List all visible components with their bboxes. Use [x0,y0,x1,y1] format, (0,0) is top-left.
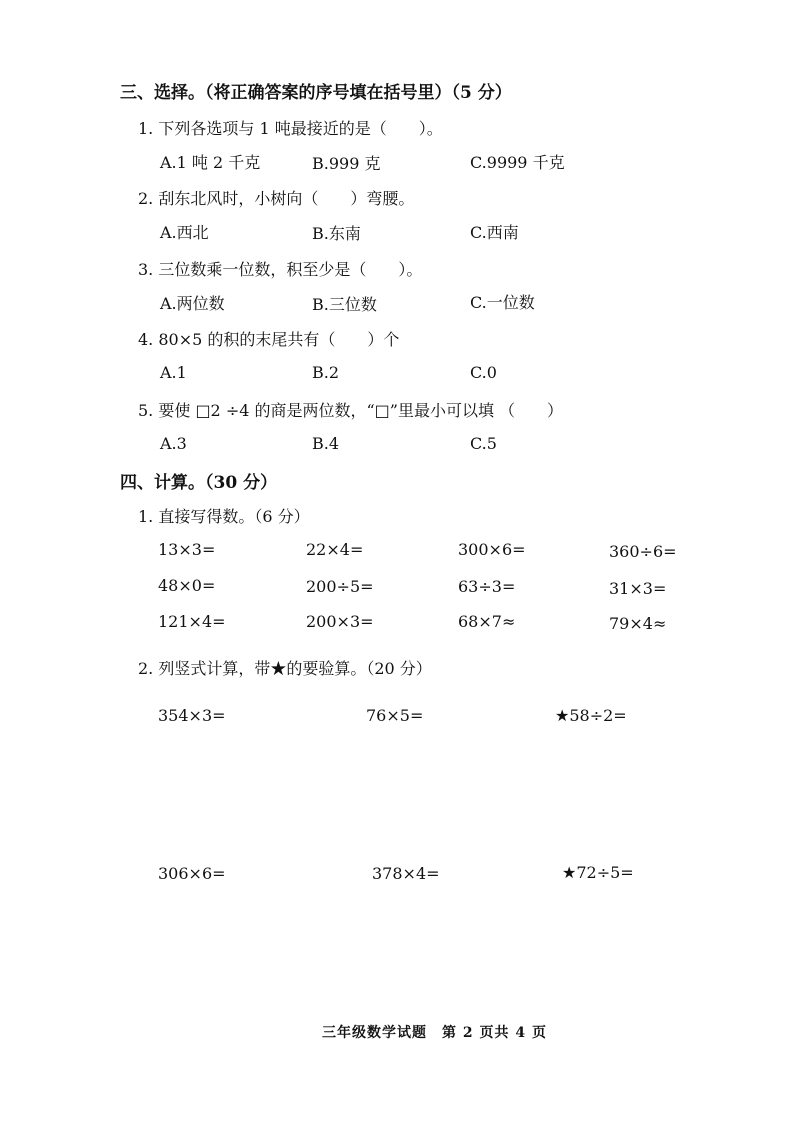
q1-option-c: C.9999 千克 [470,153,565,172]
calc-item: 200÷5= [306,577,374,596]
calc-item: 360÷6= [609,542,677,561]
q3-option-a: A.两位数 [160,294,225,313]
q3-option-c: C.一位数 [470,293,535,312]
calc-item: 200×3= [306,612,374,631]
q3-option-b: B.三位数 [312,295,377,314]
vertical-calc-item: 76×5= [366,706,424,725]
page-footer: 三年级数学试题 第 2 页共 4 页 [322,1025,547,1041]
vertical-calc-item: ★58÷2= [555,706,627,725]
calc-item: 48×0= [158,576,216,595]
question-4: 4. 80×5 的积的末尾共有（ ）个 [138,330,400,349]
q5-option-c: C.5 [470,434,497,453]
q2-option-a: A.西北 [160,223,209,242]
calc-item: 63÷3= [458,577,516,596]
calc-item: 22×4= [306,540,364,559]
q4-option-b: B.2 [312,363,340,382]
vertical-calc-item: 378×4= [372,864,440,883]
calc-item: 68×7≈ [458,612,516,631]
question-5: 5. 要使 □2 ÷4 的商是两位数，“□”里最小可以填 （ ） [138,401,564,420]
q5-option-a: A.3 [160,434,187,453]
q1-option-b: B.999 克 [312,154,381,173]
calc-item: 13×3= [158,540,216,559]
section-3-title: 三、选择。（将正确答案的序号填在括号里）（5 分） [120,83,512,103]
vertical-calc-item: 306×6= [158,864,226,883]
vertical-calc-item: 354×3= [158,706,226,725]
calc-item: 31×3= [609,579,667,598]
section-4-title: 四、计算。（30 分） [120,473,278,493]
calc-item: 300×6= [458,540,526,559]
q5-option-b: B.4 [312,434,340,453]
calc-part-2-title: 2. 列竖式计算，带★的要验算。（20 分） [138,659,432,678]
vertical-calc-item: ★72÷5= [562,863,634,882]
question-2: 2. 刮东北风时，小树向（ ）弯腰。 [138,189,415,208]
calc-part-1-title: 1. 直接写得数。（6 分） [138,507,310,526]
calc-item: 121×4= [158,612,226,631]
q1-option-a: A.1 吨 2 千克 [160,153,261,172]
calc-item: 79×4≈ [609,614,667,633]
question-3: 3. 三位数乘一位数，积至少是（ ）。 [138,260,423,279]
question-1: 1. 下列各选项与 1 吨最接近的是（ ）。 [138,119,443,138]
q2-option-c: C.西南 [470,223,519,242]
q4-option-a: A.1 [160,363,187,382]
q2-option-b: B.东南 [312,224,361,243]
q4-option-c: C.0 [470,363,497,382]
